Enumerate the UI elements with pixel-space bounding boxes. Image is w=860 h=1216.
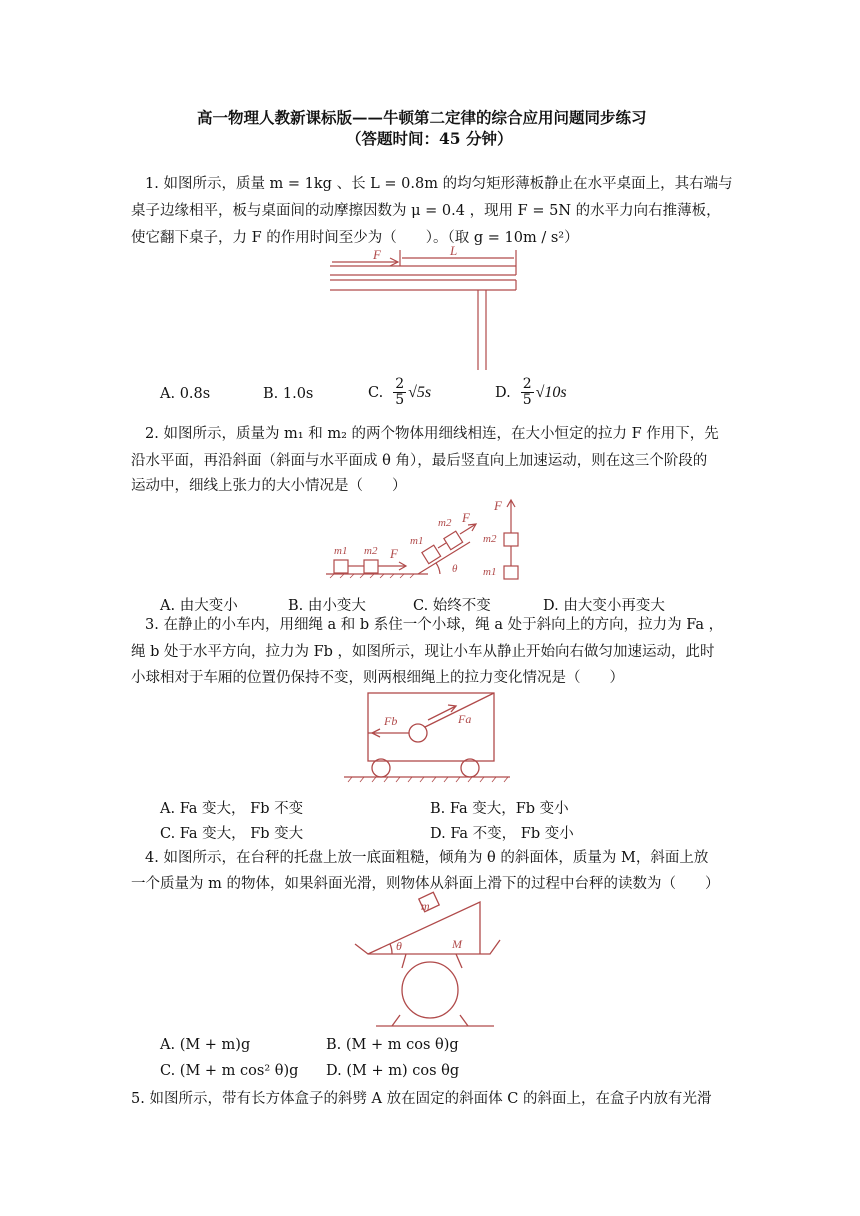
q1-line1: 1. 如图所示，质量 m = 1kg 、长 L = 0.8m 的均匀矩形薄板静止在水平桌面上，其右端与: [145, 176, 733, 192]
q2-fig-m1b: m1: [410, 535, 424, 547]
q4-line1: 4. 如图所示，在台秤的托盘上放一底面粗糙，倾角为 θ 的斜面体，质量为 M，斜面上放: [145, 850, 709, 866]
page-subtitle: （答题时间：45 分钟）: [346, 129, 513, 148]
q2-fig-F3: F: [494, 498, 502, 513]
q3-line3: 小球相对于车厢的位置仍保持不变，则两根细绳上的拉力变化情况是（ ）: [131, 670, 624, 686]
q3-line1: 3. 在静止的小车内，用细绳 a 和 b 系住一个小球，绳 a 处于斜向上的方向，拉力为 Fa ，: [145, 617, 724, 633]
q1-fig-F: F: [373, 247, 381, 262]
q2-option-b: B. 由小变大: [288, 598, 366, 614]
q1-option-c: [368, 377, 431, 408]
q2-fig-F2: F: [462, 510, 470, 525]
q2-line2: 沿水平面，再沿斜面（斜面与水平面成 θ 角），最后竖直向上加速运动，则在这三个阶段的: [131, 453, 708, 469]
q4-fig-theta: θ: [396, 939, 402, 953]
q2-fig-m2: m2: [364, 545, 378, 557]
q4-option-d: D. (M + m) cos θg: [326, 1063, 460, 1079]
q2-option-d: D. 由大变小再变大: [543, 598, 665, 614]
q2-option-a: A. 由大变小: [160, 598, 238, 614]
q4-fig-m: m: [421, 899, 430, 913]
q1-option-d-radical: √10s: [535, 383, 567, 401]
q4-line2: 一个质量为 m 的物体，如果斜面光滑，则物体从斜面上滑下的过程中台秤的读数为（ ）: [131, 876, 720, 892]
q1-line2: 桌子边缘相平，板与桌面间的动摩擦因数为 μ = 0.4 ，现用 F = 5N 的水平力向右推薄板，: [131, 203, 721, 219]
q1-c-den: 5: [395, 392, 405, 408]
q1-c-num: 2: [395, 376, 405, 392]
q4-fig-M: M: [452, 937, 462, 951]
q2-line3: 运动中，细线上张力的大小情况是（ ）: [131, 478, 407, 494]
q3-option-a: A. Fa 变大， Fb 不变: [160, 801, 304, 817]
q2-option-c: C. 始终不变: [413, 598, 491, 614]
q1-option-d-fraction: [521, 377, 534, 408]
q1-option-a: A. 0.8s: [160, 386, 211, 402]
q2-fig-theta: θ: [452, 563, 458, 575]
q5-line1: 5. 如图所示，带有长方体盒子的斜劈 A 放在固定的斜面体 C 的斜面上，在盒子内放有光滑: [131, 1091, 712, 1107]
q2-fig-F1: F: [390, 546, 398, 561]
q1-option-c-label: C.: [368, 384, 384, 401]
q1-option-c-fraction: [393, 377, 406, 408]
q3-fig-Fb: Fb: [384, 714, 398, 728]
q1-d-den: 5: [522, 392, 532, 408]
q1-option-b: B. 1.0s: [263, 386, 314, 402]
q2-fig-m1: m1: [334, 545, 348, 557]
q3-fig-Fa: Fa: [458, 712, 472, 726]
q2-fig-m1c: m1: [483, 566, 497, 578]
q4-option-a: A. (M + m)g: [160, 1037, 251, 1053]
q1-option-c-radical: √5s: [408, 383, 432, 401]
q3-option-b: B. Fa 变大，Fb 变小: [430, 801, 569, 817]
q4-option-c: C. (M + m cos² θ)g: [160, 1063, 299, 1079]
page-title: 高一物理人教新课标版——牛顿第二定律的综合应用问题同步练习: [197, 108, 647, 127]
q3-option-d: D. Fa 不变， Fb 变小: [430, 826, 574, 842]
q1-option-d-label: D.: [495, 384, 511, 401]
q2-fig-m2b: m2: [438, 517, 452, 529]
q1-option-d: [495, 377, 567, 408]
q2-line1: 2. 如图所示，质量为 m₁ 和 m₂ 的两个物体用细线相连，在大小恒定的拉力 F 作用下，先: [145, 426, 719, 442]
q2-fig-m2c: m2: [483, 533, 497, 545]
q3-option-c: C. Fa 变大， Fb 变大: [160, 826, 304, 842]
q1-d-num: 2: [522, 376, 532, 392]
q1-line3: 使它翻下桌子，力 F 的作用时间至少为（ ）。（取 g = 10m / s²）: [131, 230, 579, 246]
q4-option-b: B. (M + m cos θ)g: [326, 1037, 459, 1053]
q1-fig-L: L: [450, 243, 458, 258]
q3-line2: 绳 b 处于水平方向，拉力为 Fb ，如图所示，现让小车从静止开始向右做匀加速运动，此时: [131, 644, 715, 660]
